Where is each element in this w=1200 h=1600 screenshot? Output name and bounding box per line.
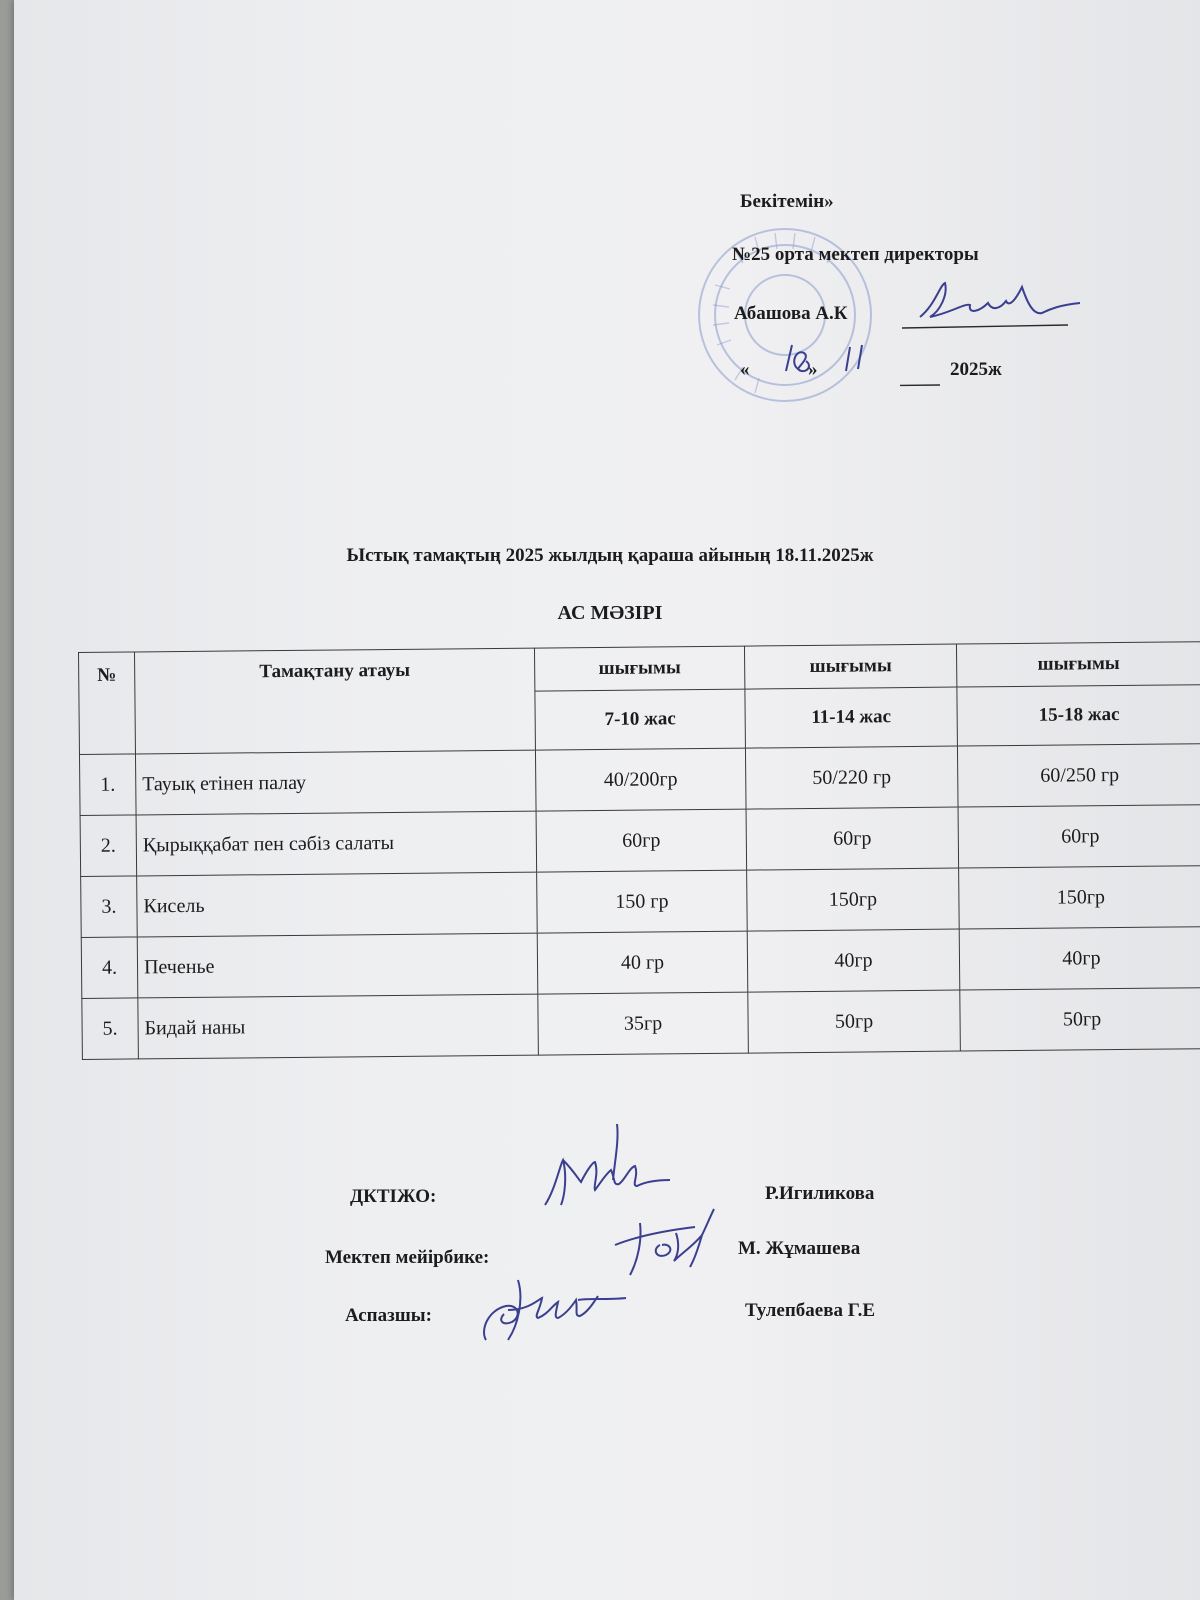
row-dish-name: Кисель — [137, 872, 538, 937]
row-number: 5. — [82, 998, 139, 1060]
row-value-7-10: 40 гр — [537, 931, 748, 994]
row-dish-name: Қырыққабат пен сәбіз салаты — [136, 811, 537, 876]
signatory-role-2: Мектеп мейірбике: — [325, 1247, 490, 1268]
row-dish-name: Тауық етінен палау — [135, 750, 536, 815]
approval-date-handwritten — [778, 335, 888, 380]
row-value-15-18: 40гр — [959, 927, 1200, 990]
signature-3 — [478, 1270, 628, 1350]
approval-director-name: Абашова А.К — [734, 303, 848, 324]
approval-position: №25 орта мектеп директоры — [732, 244, 979, 265]
row-value-11-14: 40гр — [747, 929, 960, 992]
header-output-1: шығымы — [534, 646, 744, 691]
row-value-11-14: 60гр — [746, 807, 959, 870]
table-row — [81, 927, 1200, 999]
row-value-7-10: 60гр — [536, 809, 747, 872]
signatory-name-1: Р.Игиликова — [765, 1183, 875, 1204]
signatory-name-3: Тулепбаева Г.Е — [745, 1300, 876, 1321]
table-row — [79, 744, 1200, 816]
row-value-15-18: 50гр — [960, 988, 1200, 1051]
menu-table — [78, 641, 1200, 1060]
director-signature — [910, 275, 1085, 335]
approval-heading: Бекітемін» — [740, 191, 834, 212]
signature-1 — [535, 1120, 675, 1215]
table-row — [80, 805, 1200, 877]
row-value-7-10: 150 гр — [537, 870, 748, 933]
row-value-15-18: 60/250 гр — [957, 744, 1200, 807]
header-age-11-14: 11-14 жас — [745, 687, 958, 748]
approval-date-close-quote: » — [808, 359, 818, 380]
header-age-15-18: 15-18 жас — [957, 685, 1200, 746]
document-title: Ыстық тамақтың 2025 жылдың қараша айының 18.11.2025ж — [346, 545, 874, 566]
document-subtitle: АС МӘЗІРІ — [557, 602, 663, 624]
row-value-7-10: 35гр — [538, 992, 749, 1055]
row-value-15-18: 60гр — [958, 805, 1200, 868]
approval-date-open-quote: « — [740, 359, 750, 380]
signatory-role-1: ДКТІЖО: — [350, 1186, 437, 1207]
signatory-name-2: М. Жұмашева — [738, 1238, 861, 1259]
row-value-15-18: 150гр — [959, 866, 1200, 929]
approval-date-year: 2025ж — [950, 359, 1002, 380]
row-number: 4. — [81, 937, 138, 999]
table-row — [81, 866, 1200, 938]
row-dish-name: Бидай наны — [138, 994, 539, 1059]
table-row — [82, 988, 1200, 1060]
signature-2 — [610, 1205, 720, 1280]
row-dish-name: Печенье — [137, 933, 538, 998]
row-value-11-14: 50/220 гр — [745, 746, 958, 809]
row-number: 2. — [80, 815, 137, 877]
header-number: № — [79, 652, 136, 755]
row-value-11-14: 150гр — [747, 868, 960, 931]
header-age-7-10: 7-10 жас — [535, 689, 746, 750]
header-dish-name: Тамақтану атауы — [135, 648, 536, 754]
header-output-2: шығымы — [744, 644, 956, 689]
header-output-3: шығымы — [956, 642, 1200, 687]
row-value-7-10: 40/200гр — [535, 748, 746, 811]
row-number: 1. — [79, 754, 136, 816]
signatory-role-3: Аспазшы: — [345, 1305, 432, 1326]
row-number: 3. — [81, 876, 138, 938]
row-value-11-14: 50гр — [748, 990, 961, 1053]
